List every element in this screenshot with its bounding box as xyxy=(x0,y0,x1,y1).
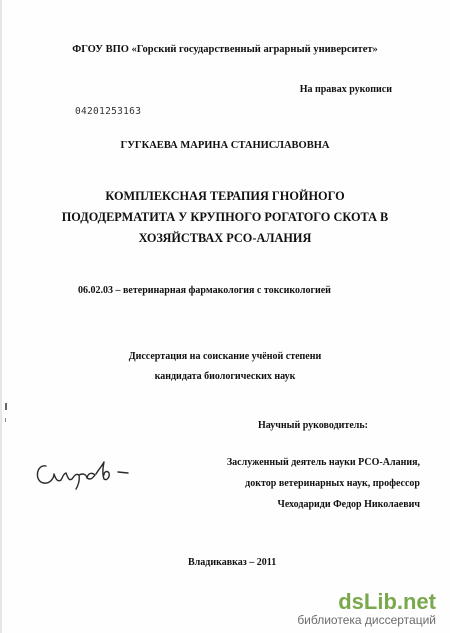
supervisor-line: Заслуженный деятель науки РСО-Алания, xyxy=(226,457,420,468)
handwritten-signature xyxy=(32,452,137,492)
watermark-logo: dsLib.net xyxy=(338,589,436,614)
scan-mark xyxy=(5,403,7,410)
supervisor-line: Чеходариди Федор Николаевич xyxy=(277,499,420,510)
degree-line: кандидата биологических наук xyxy=(154,371,296,382)
title-line: ПОДОДЕРМАТИТА У КРУПНОГО РОГАТОГО СКОТА В xyxy=(61,210,389,224)
degree-statement xyxy=(0,347,450,387)
supervisor-line: доктор ветеринарных наук, профессор xyxy=(245,478,420,489)
dissertation-title xyxy=(0,186,450,249)
watermark xyxy=(297,591,436,627)
scan-mark xyxy=(5,418,6,422)
rights-note: На правах рукописи xyxy=(299,84,392,95)
author-name: ГУГКАЕВА МАРИНА СТАНИСЛАВОВНА xyxy=(120,140,330,151)
scan-edge xyxy=(0,0,2,633)
inventory-number: 04201253163 xyxy=(75,106,142,117)
supervisor-label: Научный руководитель: xyxy=(258,420,368,431)
title-line: КОМПЛЕКСНАЯ ТЕРАПИЯ ГНОЙНОГО xyxy=(105,189,345,203)
organization-name: ФГОУ ВПО «Горский государственный аграрный университет» xyxy=(72,44,378,55)
city-year: Владикавказ – 2011 xyxy=(188,557,277,568)
degree-line: Диссертация на соискание учёной степени xyxy=(128,351,322,362)
watermark-subtitle: библиотека диссертаций xyxy=(297,613,436,627)
title-line: ХОЗЯЙСТВАХ РСО-АЛАНИЯ xyxy=(138,231,312,245)
supervisor-details xyxy=(227,452,420,515)
specialty: 06.02.03 – ветеринарная фармакология с токсикологией xyxy=(78,285,331,296)
